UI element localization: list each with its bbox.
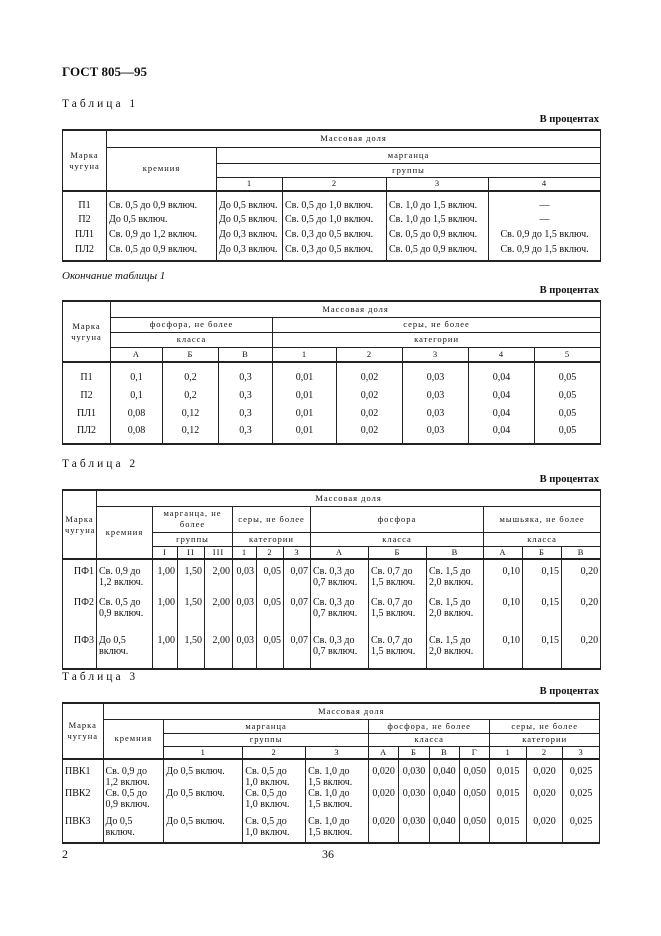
table2-caption: Таблица 2	[62, 458, 139, 470]
table3-unit: В процентах	[539, 686, 599, 697]
arsenic-header: мышьяка, не более	[484, 506, 601, 532]
table-row: ПФ1 Св. 0,9 до 1,2 включ. 1,00 1,50 2,00 0,03 0,05 0,07 Св. 0,3 до 0,7 включ. Св. 0,7 до 1,5 включ. Св. 1,5 до 2,0 включ. 0,10 0,15 0,20	[63, 559, 601, 597]
manganese-header: марганца	[217, 147, 601, 163]
mass-fraction-header: Массовая доля	[107, 130, 601, 147]
phosphorus-header: фосфора, не более	[368, 719, 490, 733]
table-row: ПЛ2 Св. 0,5 до 0,9 включ. До 0,3 включ. Св. 0,3 до 0,5 включ. Св. 0,5 до 0,9 включ. Св. 0,9 до 1,5 включ.	[63, 242, 601, 261]
table2-unit: В процентах	[539, 474, 599, 485]
table1b: Марка чугуна Массовая доля фосфора, не более серы, не более класса категории А Б В 1 2 3 4 5 П1 0,1 0,2 0,3 0,01 0,02 0,03 0,04 0,05 П2 0,1 0,2 0,3 0,01 0,02 0,03 0,04 0,05 ПЛ1 0,08 0,12 0,3 0,01 0,02 0,03 0,04 0,05 ПЛ2 0,08 0,12 0,3 0,01 0,02 0,03 0,04 0,05	[62, 300, 601, 445]
sulfur-header: серы, не более	[490, 719, 600, 733]
mass-fraction-header: Массовая доля	[103, 703, 599, 719]
table1b-caption: Окончание таблицы 1	[62, 270, 166, 282]
col-mark-header: Марка чугуна	[63, 130, 107, 191]
table-row: ПЛ2 0,08 0,12 0,3 0,01 0,02 0,03 0,04 0,05	[63, 422, 601, 444]
document-id: ГОСТ 805—95	[62, 64, 148, 79]
sulfur-header: серы, не более	[273, 317, 601, 332]
page-number-center: 36	[322, 847, 334, 861]
table-row: ПВК3 До 0,5 включ. До 0,5 включ. Св. 0,5 до 1,0 включ. Св. 1,0 до 1,5 включ. 0,020 0,030 0,040 0,050 0,015 0,020 0,025	[63, 816, 600, 843]
mass-fraction-header: Массовая доля	[111, 301, 601, 317]
category-header: категории	[490, 733, 600, 746]
silicon-header: кремния	[103, 719, 164, 759]
table-row: ПФ2 Св. 0,5 до 0,9 включ. 1,00 1,50 2,00 0,03 0,05 0,07 Св. 0,3 до 0,7 включ. Св. 0,7 до 1,5 включ. Св. 1,5 до 2,0 включ. 0,10 0,15 0,20	[63, 597, 601, 635]
table-row: П2 До 0,5 включ. До 0,5 включ. Св. 0,5 до 1,0 включ. Св. 1,0 до 1,5 включ. —	[63, 212, 601, 227]
class-header: класса	[484, 532, 601, 546]
col-mark-header: Марка чугуна	[63, 301, 111, 362]
groups-header: группы	[164, 733, 369, 746]
class-header: класса	[368, 733, 490, 746]
group-4: 4	[489, 177, 601, 191]
table3-caption: Таблица 3	[62, 671, 139, 683]
sulfur-header: серы, не более	[233, 506, 311, 532]
col-mark-header: Марка чугуна	[63, 703, 104, 759]
group-3: 3	[387, 177, 489, 191]
manganese-header: марганца	[164, 719, 369, 733]
table3: Марка чугуна Массовая доля кремния марганца фосфора, не более серы, не более группы класса категории 1 2 3 А Б В Г 1 2 3 ПВК1 Св. 0,9 до 1,2 включ. До 0,5 включ. Св. 0,5 до 1,0 включ. Св. 1,0 до 1,5 включ. 0,020 0,030 0,040 0,050 0,015 0,020 0,025 ПВК2 Св. 0,5 до 0,9 включ. До 0,5 включ. Св. 0,5 до 1,0 включ. Св. 1,0 до 1,5 включ. 0,020 0,030 0,040 0,050 0,015 0,020 0,025 ПВК3 До 0,5 включ. До 0,5 включ. Св. 0,5 до 1,0 включ. Св. 1,0 до 1,5 включ. 0,020 0,030 0,040 0,050 0,015 0,020 0,025	[62, 702, 600, 844]
category-header: категории	[233, 532, 311, 546]
phosphorus-header: фосфора, не более	[111, 317, 273, 332]
manganese-header: марганца, не более	[153, 506, 233, 532]
table1-unit: В процентах	[539, 114, 599, 125]
table1-caption: Таблица 1	[62, 98, 139, 110]
silicon-header: кремния	[97, 506, 153, 559]
mass-fraction-header: Массовая доля	[97, 490, 601, 506]
page-number-left: 2	[62, 847, 68, 861]
col-mark-header: Марка чугуна	[63, 490, 97, 559]
table-row: ПФ3 До 0,5 включ. 1,00 1,50 2,00 0,03 0,05 0,07 Св. 0,3 до 0,7 включ. Св. 0,7 до 1,5 включ. Св. 1,5 до 2,0 включ. 0,10 0,15 0,20	[63, 635, 601, 669]
groups-header: группы	[217, 163, 601, 177]
group-2: 2	[283, 177, 387, 191]
class-header: класса	[311, 532, 484, 546]
table-row: П2 0,1 0,2 0,3 0,01 0,02 0,03 0,04 0,05	[63, 386, 601, 404]
table-row: ПВК2 Св. 0,5 до 0,9 включ. До 0,5 включ. Св. 0,5 до 1,0 включ. Св. 1,0 до 1,5 включ. 0,020 0,030 0,040 0,050 0,015 0,020 0,025	[63, 788, 600, 816]
table1	[62, 129, 601, 262]
group-1: 1	[217, 177, 283, 191]
category-header: категории	[273, 332, 601, 347]
silicon-header: кремния	[107, 147, 217, 191]
class-header: класса	[111, 332, 273, 347]
table-row: П1 0,1 0,2 0,3 0,01 0,02 0,03 0,04 0,05	[63, 362, 601, 386]
table-row: П1 Св. 0,5 до 0,9 включ. До 0,5 включ. Св. 0,5 до 1,0 включ. Св. 1,0 до 1,5 включ. —	[63, 191, 601, 212]
table-row: ПЛ1 Св. 0,9 до 1,2 включ. До 0,3 включ. Св. 0,3 до 0,5 включ. Св. 0,5 до 0,9 включ. Св. 0,9 до 1,5 включ.	[63, 227, 601, 242]
table-row: ПВК1 Св. 0,9 до 1,2 включ. До 0,5 включ. Св. 0,5 до 1,0 включ. Св. 1,0 до 1,5 включ. 0,020 0,030 0,040 0,050 0,015 0,020 0,025	[63, 759, 600, 788]
table2: Марка чугуна Массовая доля кремния марганца, не более серы, не более фосфора мышьяка, не более группы категории класса класса I II III 1 2 3 А Б В А Б В ПФ1 Св. 0,9 до 1,2 включ. 1,00 1,50 2,00 0,03 0,05 0,07 Св. 0,3 до 0,7 включ. Св. 0,7 до 1,5 включ. Св. 1,5 до 2,0 включ. 0,10 0,15 0,20 ПФ2 Св. 0,5 до 0,9 включ. 1,00 1,50 2,00 0,03 0,05 0,07 Св. 0,3 до 0,7 включ. Св. 0,7 до 1,5 включ. Св. 1,5 до 2,0 включ. 0,10 0,15 0,20 ПФ3 До 0,5 включ. 1,00 1,50 2,00 0,03 0,05 0,07 Св. 0,3 до 0,7 включ. Св. 0,7 до 1,5 включ. Св. 1,5 до 2,0 включ. 0,10 0,15 0,20	[62, 489, 601, 670]
groups-header: группы	[153, 532, 233, 546]
table-row: ПЛ1 0,08 0,12 0,3 0,01 0,02 0,03 0,04 0,05	[63, 404, 601, 422]
phosphorus-header: фосфора	[311, 506, 484, 532]
table1b-unit: В процентах	[539, 285, 599, 296]
